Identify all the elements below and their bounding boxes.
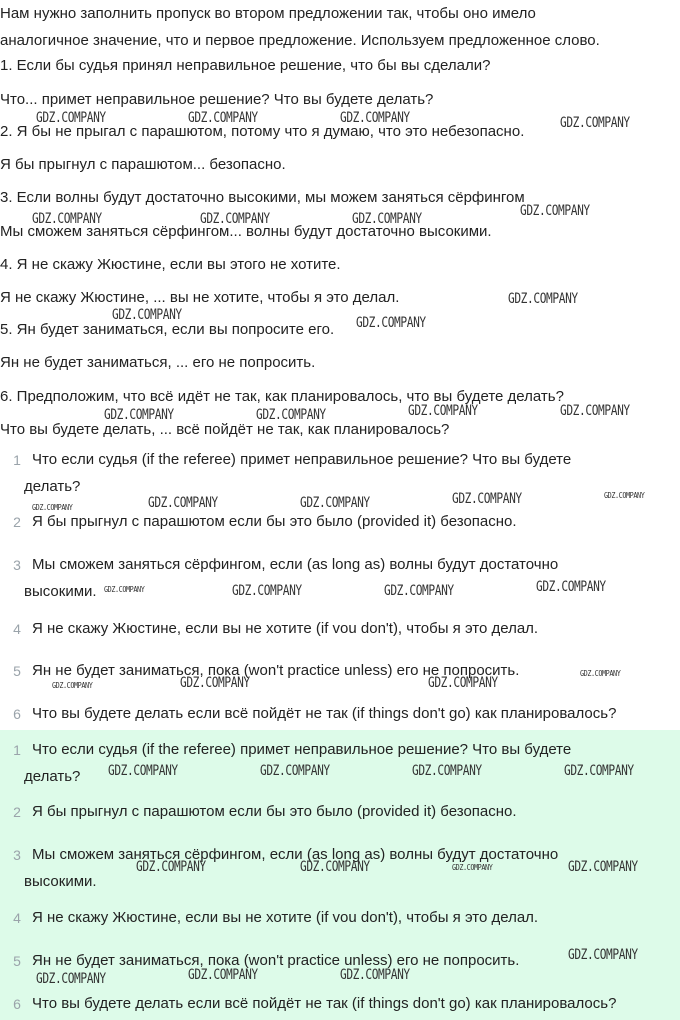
answer-text: Я не скажу Жюстине, если вы не хотите (if vou don't), чтобы я это делал. (32, 620, 539, 637)
answer-text: Я бы прыгнул с парашютом если бы это было (provided it) безопасно. (32, 513, 517, 530)
watermark: GDZ.COMPANY (136, 859, 206, 875)
watermark: GDZ.COMPANY (452, 491, 522, 507)
rewrite-6: Что вы будете делать, ... всё пойдёт не так, как планировалось? (0, 421, 450, 438)
answer-text: Что вы будете делать если всё пойдёт не так (if things don't go) как планировалось? (32, 995, 617, 1012)
answer-text: Мы сможем заняться сёрфингом, если (as long as) волны будут достаточно (32, 846, 559, 863)
answer-number: 5 (13, 663, 21, 679)
watermark: GDZ.COMPANY (560, 403, 630, 419)
watermark: GDZ.COMPANY (452, 863, 493, 872)
watermark: GDZ.COMPANY (148, 495, 218, 511)
answer-item (0, 556, 680, 574)
intro-line-2: аналогичное значение, что и первое предложение. Используем предложенное слово. (0, 32, 600, 49)
answer-text: Ян не будет заниматься, пока (won't practice unless) его не попросить. (32, 662, 520, 679)
answer-text: высокими. (24, 873, 97, 890)
answer-text: делать? (24, 478, 81, 495)
answer-item (0, 741, 680, 759)
rewrite-5: Ян не будет заниматься, ... его не попросить. (0, 354, 316, 371)
rewrite-3: Мы сможем заняться сёрфингом... волны будут достаточно высокими. (0, 223, 492, 240)
watermark: GDZ.COMPANY (508, 291, 578, 307)
watermark: GDZ.COMPANY (340, 967, 410, 983)
watermark: GDZ.COMPANY (560, 115, 630, 131)
answer-text: Мы сможем заняться сёрфингом, если (as long as) волны будут достаточно (32, 556, 559, 573)
answer-text: Я не скажу Жюстине, если вы не хотите (if vou don't), чтобы я это делал. (32, 909, 539, 926)
watermark: GDZ.COMPANY (36, 110, 106, 126)
watermark: GDZ.COMPANY (52, 681, 93, 690)
watermark: GDZ.COMPANY (188, 967, 258, 983)
question-4: 4. Я не скажу Жюстине, если вы этого не хотите. (0, 256, 341, 273)
question-2: 2. Я бы не прыгал с парашютом, потому что я думаю, что это небезопасно. (0, 123, 525, 140)
answer-text: Что если судья (if the referee) примет неправильное решение? Что вы будете (32, 451, 572, 468)
watermark: GDZ.COMPANY (300, 859, 370, 875)
watermark: GDZ.COMPANY (356, 315, 426, 331)
watermark: GDZ.COMPANY (232, 583, 302, 599)
answer-number: 5 (13, 953, 21, 969)
rewrite-1: Что... примет неправильное решение? Что вы будете делать? (0, 91, 434, 108)
question-3: 3. Если волны будут достаточно высокими, мы можем заняться сёрфингом (0, 189, 525, 206)
answer-item-continued (0, 873, 680, 891)
answer-number: 6 (13, 706, 21, 722)
answer-text: Что если судья (if the referee) примет неправильное решение? Что вы будете (32, 741, 572, 758)
watermark: GDZ.COMPANY (300, 495, 370, 511)
watermark: GDZ.COMPANY (340, 110, 410, 126)
watermark: GDZ.COMPANY (36, 971, 106, 987)
watermark: GDZ.COMPANY (384, 583, 454, 599)
answer-text: Что вы будете делать если всё пойдёт не так (if things don't go) как планировалось? (32, 705, 617, 722)
watermark: GDZ.COMPANY (104, 407, 174, 423)
watermark: GDZ.COMPANY (568, 859, 638, 875)
answer-number: 4 (13, 910, 21, 926)
watermark: GDZ.COMPANY (112, 307, 182, 323)
rewrite-4: Я не скажу Жюстине, ... вы не хотите, чтобы я это делал. (0, 289, 400, 306)
watermark: GDZ.COMPANY (352, 211, 422, 227)
answer-number: 3 (13, 847, 21, 863)
answer-text: делать? (24, 768, 81, 785)
answer-number: 2 (13, 514, 21, 530)
answer-number: 1 (13, 452, 21, 468)
watermark: GDZ.COMPANY (408, 403, 478, 419)
watermark: GDZ.COMPANY (520, 203, 590, 219)
answer-item (0, 803, 680, 821)
question-6: 6. Предположим, что всё идёт не так, как планировалось, что вы будете делать? (0, 388, 564, 405)
watermark: GDZ.COMPANY (108, 763, 178, 779)
answer-item (0, 909, 680, 927)
answer-number: 1 (13, 742, 21, 758)
answer-item-continued (0, 478, 680, 496)
answer-number: 6 (13, 996, 21, 1012)
answer-item (0, 705, 680, 723)
answer-item (0, 451, 680, 469)
watermark: GDZ.COMPANY (536, 579, 606, 595)
answer-number: 4 (13, 621, 21, 637)
question-1: 1. Если бы судья принял неправильное решение, что бы вы сделали? (0, 57, 491, 74)
answer-item (0, 995, 680, 1013)
answer-number: 2 (13, 804, 21, 820)
watermark: GDZ.COMPANY (104, 585, 145, 594)
answer-item (0, 513, 680, 531)
intro-line-1: Нам нужно заполнить пропуск во втором предложении так, чтобы оно имело (0, 5, 536, 22)
watermark: GDZ.COMPANY (32, 211, 102, 227)
rewrite-2: Я бы прыгнул с парашютом... безопасно. (0, 156, 286, 173)
watermark: GDZ.COMPANY (188, 110, 258, 126)
watermark: GDZ.COMPANY (428, 675, 498, 691)
answer-number: 3 (13, 557, 21, 573)
watermark: GDZ.COMPANY (180, 675, 250, 691)
watermark: GDZ.COMPANY (256, 407, 326, 423)
watermark: GDZ.COMPANY (564, 763, 634, 779)
watermark: GDZ.COMPANY (580, 669, 621, 678)
answer-text: Ян не будет заниматься, пока (won't practice unless) его не попросить. (32, 952, 520, 969)
question-5: 5. Ян будет заниматься, если вы попросите его. (0, 321, 335, 338)
answer-item (0, 620, 680, 638)
watermark: GDZ.COMPANY (604, 491, 645, 500)
watermark: GDZ.COMPANY (412, 763, 482, 779)
watermark: GDZ.COMPANY (32, 503, 73, 512)
answer-text: Я бы прыгнул с парашютом если бы это было (provided it) безопасно. (32, 803, 517, 820)
answer-text: высокими. (24, 583, 97, 600)
answer-item (0, 662, 680, 680)
watermark: GDZ.COMPANY (260, 763, 330, 779)
watermark: GDZ.COMPANY (200, 211, 270, 227)
watermark: GDZ.COMPANY (568, 947, 638, 963)
